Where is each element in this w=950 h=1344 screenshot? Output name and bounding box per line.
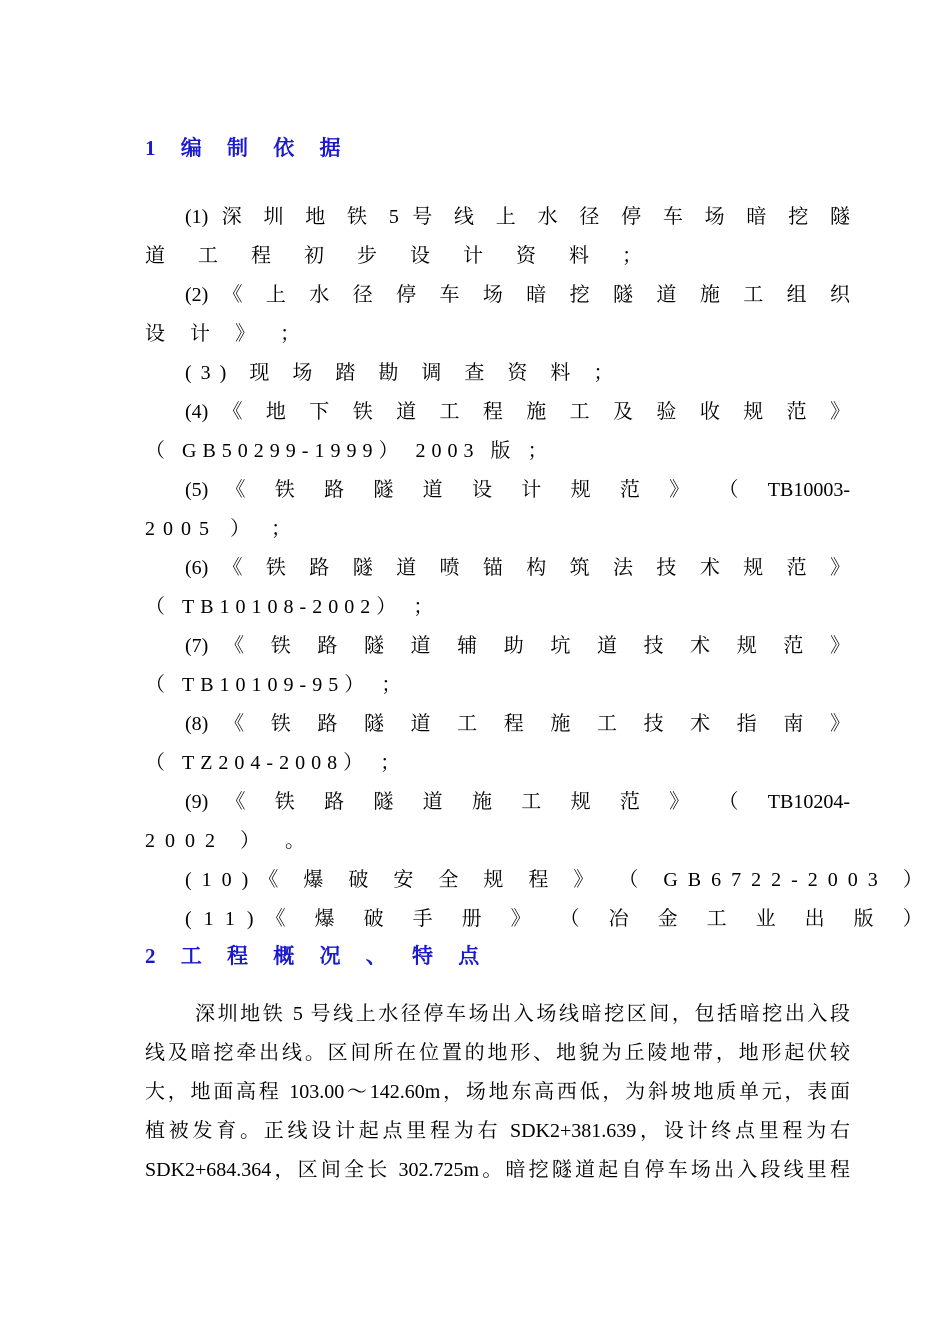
list-item-4-line-2: （ GB50299-1999） 2003 版 ；: [145, 440, 554, 462]
paragraph-line: 线及暗挖牵出线。区间所在位置的地形、地貌为丘陵地带，地形起伏较: [145, 1042, 850, 1064]
overview-paragraph: [145, 995, 850, 1190]
paragraph-line: SDK2+684.364，区间全长 302.725m。暗挖隧道起自停车场出入段线里程: [145, 1159, 850, 1181]
list-item-2-line-2: 设 计 》 ；: [145, 323, 310, 345]
list-item-3: (3) 现 场 踏 勘 调 查 资 料 ；: [185, 362, 623, 384]
paragraph-line: 大，地面高程 103.00～142.60m，场地东高西低，为斜坡地质单元，表面: [145, 1081, 850, 1103]
list-item-9-line-1: (9) 《 铁 路 隧 道 施 工 规 范 》 （ TB10204-: [185, 791, 850, 813]
list-item-5-line-1: (5) 《 铁 路 隧 道 设 计 规 范 》 （ TB10003-: [185, 479, 850, 501]
list-item-9-line-2: 2002 ） 。: [145, 830, 315, 852]
list-item-2-line-1: (2) 《 上 水 径 停 车 场 暗 挖 隧 道 施 工 组 织: [185, 284, 850, 306]
section-heading-1: 1 编 制 依 据: [145, 136, 351, 160]
section-heading-2: 2 工 程 概 况 、 特 点: [145, 944, 490, 968]
list-item-7-line-2: （ TB10109-95） ；: [145, 674, 408, 696]
paragraph-line: 植被发育。正线设计起点里程为右 SDK2+381.639，设计终点里程为右: [145, 1120, 850, 1142]
list-item-1-line-1: (1) 深 圳 地 铁 5 号 线 上 水 径 停 车 场 暗 挖 隧: [185, 206, 850, 228]
list-item-8-line-1: (8) 《 铁 路 隧 道 工 程 施 工 技 术 指 南 》: [185, 713, 850, 735]
paragraph-line: 深圳地铁 5 号线上水径停车场出入场线暗挖区间，包括暗挖出入段: [195, 1003, 850, 1025]
list-item-6-line-2: （ TB10108-2002） ；: [145, 596, 440, 618]
list-item-4-line-1: (4) 《 地 下 铁 道 工 程 施 工 及 验 收 规 范 》: [185, 401, 850, 423]
list-item-5-line-2: 2005 ） ；: [145, 518, 299, 540]
list-item-7-line-1: (7) 《 铁 路 隧 道 辅 助 坑 道 技 术 规 范 》: [185, 635, 850, 657]
list-item-8-line-2: （ TZ204-2008） ；: [145, 752, 407, 774]
list-item-11: (11)《 爆 破 手 册 》 （ 冶 金 工 业 出 版 ）: [185, 908, 935, 930]
list-item-10: (10)《 爆 破 安 全 规 程 》 （ GB6722-2003 ）: [185, 869, 933, 891]
list-item-6-line-1: (6) 《 铁 路 隧 道 喷 锚 构 筑 法 技 术 规 范 》: [185, 557, 850, 579]
list-item-1-line-2: 道 工 程 初 步 设 计 资 料 ；: [145, 245, 656, 267]
